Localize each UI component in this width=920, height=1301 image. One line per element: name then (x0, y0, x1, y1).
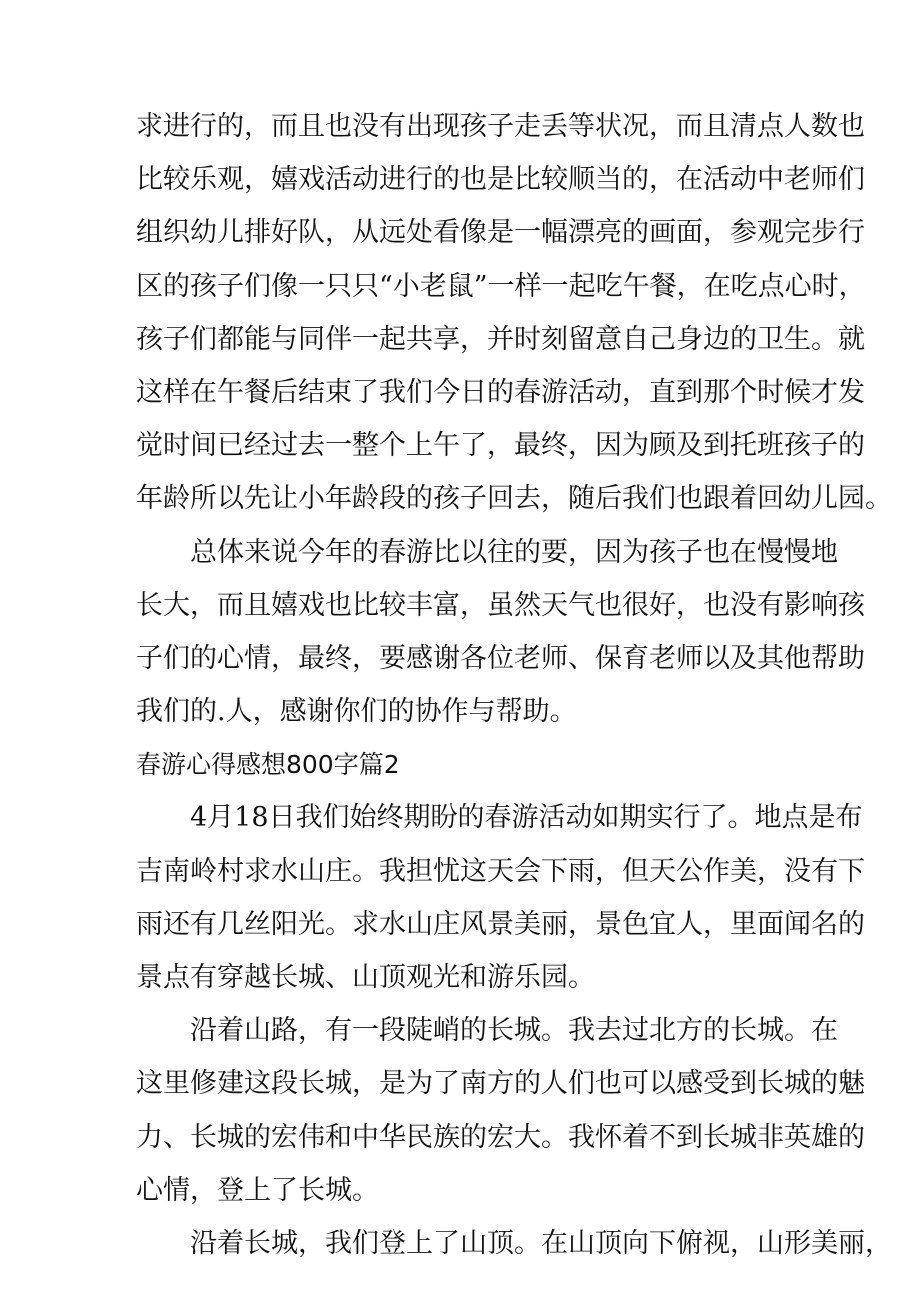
text-line: 比较乐观，嬉戏活动进行的也是比较顺当的，在活动中老师们 (136, 164, 865, 196)
text-line: 年龄所以先让小年龄段的孩子回去，随后我们也跟着回幼儿园。 (136, 483, 892, 515)
text-line: 景点有穿越长城、山顶观光和游乐园。 (136, 962, 595, 993)
text-line: 觉时间已经过去一整个上午了，最终，因为顾及到托班孩子的 (136, 430, 865, 462)
text-line: 孩子们都能与同伴一起共享，并时刻留意自己身边的卫生。就 (136, 323, 865, 355)
text-line: 长大，而且嬉戏也比较丰富，虽然天气也很好，也没有影响孩 (136, 589, 865, 621)
text-line: 总体来说今年的春游比以往的要，因为孩子也在慢慢地 (190, 536, 838, 568)
text-line: 子们的心情，最终，要感谢各位老师、保育老师以及其他帮助 (136, 642, 865, 674)
section-heading: 春游心得感想800字篇2 (136, 750, 400, 780)
paragraph-2 (136, 526, 865, 739)
text-line: 吉南岭村求水山庄。我担忧这天会下雨，但天公作美，没有下 (136, 855, 865, 887)
text-line: 这里修建这段长城，是为了南方的人们也可以感受到长城的魅 (136, 1068, 865, 1100)
text-line: 求进行的，而且也没有出现孩子走丢等状况，而且清点人数也 (136, 111, 865, 142)
text-line: 区的孩子们像一只只“小老鼠”一样一起吃午餐，在吃点心时， (136, 270, 866, 302)
text-line: 心情，登上了长城。 (136, 1174, 379, 1206)
text-line: 沿着山路，有一段陡峭的长城。我去过北方的长城。在 (190, 1015, 838, 1047)
paragraph-4 (136, 1004, 865, 1217)
text-line: 沿着长城，我们登上了山顶。在山顶向下俯视，山形美丽， (190, 1227, 892, 1259)
text-line: 雨还有几丝阳光。求水山庄风景美丽，景色宜人，里面闻名的 (136, 908, 865, 940)
text-line: 这样在午餐后结束了我们今日的春游活动，直到那个时候才发 (136, 376, 865, 408)
text-line: 4月18日我们始终期盼的春游活动如期实行了。地点是布 (190, 802, 863, 834)
paragraph-3 (136, 791, 865, 1004)
paragraph-1 (136, 100, 892, 526)
document-body (136, 100, 892, 1270)
paragraph-5 (136, 1217, 892, 1270)
text-line: 组织幼儿排好队，从远处看像是一幅漂亮的画面，参观完步行 (136, 217, 865, 249)
text-line: 力、长城的宏伟和中华民族的宏大。我怀着不到长城非英雄的 (136, 1121, 865, 1153)
text-line: 我们的.人，感谢你们的协作与帮助。 (136, 696, 577, 728)
